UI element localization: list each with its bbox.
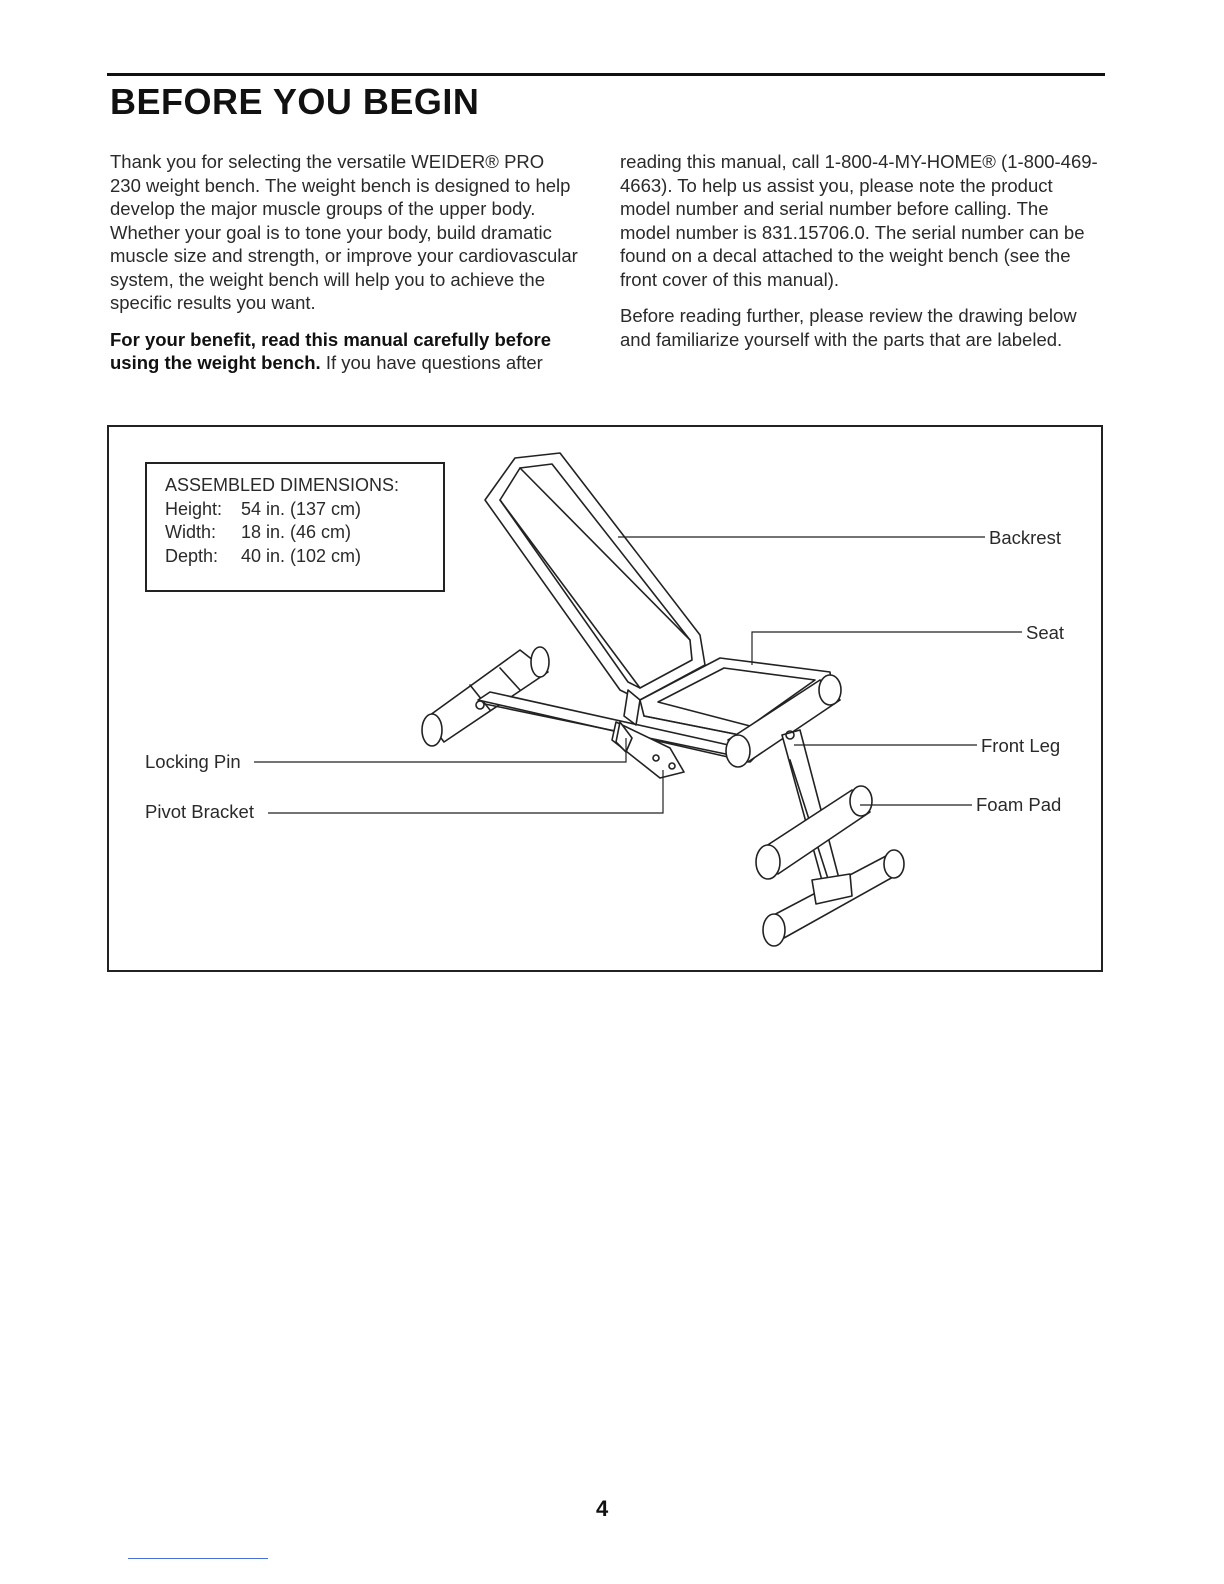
dimension-label: Height:	[165, 498, 223, 519]
callout-foam-pad: Foam Pad	[973, 794, 1064, 816]
intro-paragraph: Thank you for selecting the versatile WEIDER® PRO 230 weight bench. The weight bench is designed to help develop the major muscle groups of the upper body. Whether your goal is to tone your body, build dramatic muscle size and strength, or improve your cardiovascular system, the weight bench will help you to achieve the specific results you want.	[110, 151, 578, 313]
callout-locking-pin: Locking Pin	[142, 751, 244, 773]
callout-backrest: Backrest	[986, 527, 1064, 549]
notice-text: If you have questions after	[320, 352, 543, 373]
locking-pin-leader	[254, 738, 626, 762]
page-title: BEFORE YOU BEGIN	[110, 81, 480, 122]
dimension-label: Depth:	[165, 545, 219, 566]
callout-seat: Seat	[1023, 622, 1067, 644]
callout-pivot-bracket: Pivot Bracket	[142, 801, 257, 823]
pivot-bracket-leader	[268, 770, 663, 813]
dimensions-heading: ASSEMBLED DIMENSIONS:	[165, 475, 400, 495]
page-number: 4	[596, 1496, 609, 1521]
seat-leader	[752, 632, 1022, 665]
rear-foam-end-left	[422, 714, 442, 746]
dimension-value: 54 in. (137 cm)	[241, 498, 362, 519]
notice-bold-text: For your benefit, read this manual carefully before using the weight bench.	[110, 328, 552, 373]
dimension-row-width	[165, 521, 443, 545]
bottom-link-underline[interactable]	[128, 1558, 268, 1559]
dimension-value: 40 in. (102 cm)	[241, 545, 362, 566]
contact-paragraph: reading this manual, call 1-800-4-MY-HOME® (1-800-469-4663). To help us assist you, please note the product model number and serial number before calling. The model number is 831.15706.0. The serial number can be found on a decal attached to the weight bench (see the front cover of this manual).	[620, 151, 1098, 290]
dimension-label: Width:	[165, 522, 217, 542]
dimension-row-depth	[165, 545, 443, 569]
review-paragraph: Before reading further, please review the drawing below and familiarize yourself with the parts that are labeled.	[620, 305, 1077, 350]
callout-front-leg: Front Leg	[978, 735, 1063, 757]
assembled-dimensions-box	[145, 462, 445, 592]
dimension-row-height	[165, 498, 443, 522]
rear-foam-end-right	[531, 647, 549, 677]
dimension-value: 18 in. (46 cm)	[241, 522, 352, 542]
